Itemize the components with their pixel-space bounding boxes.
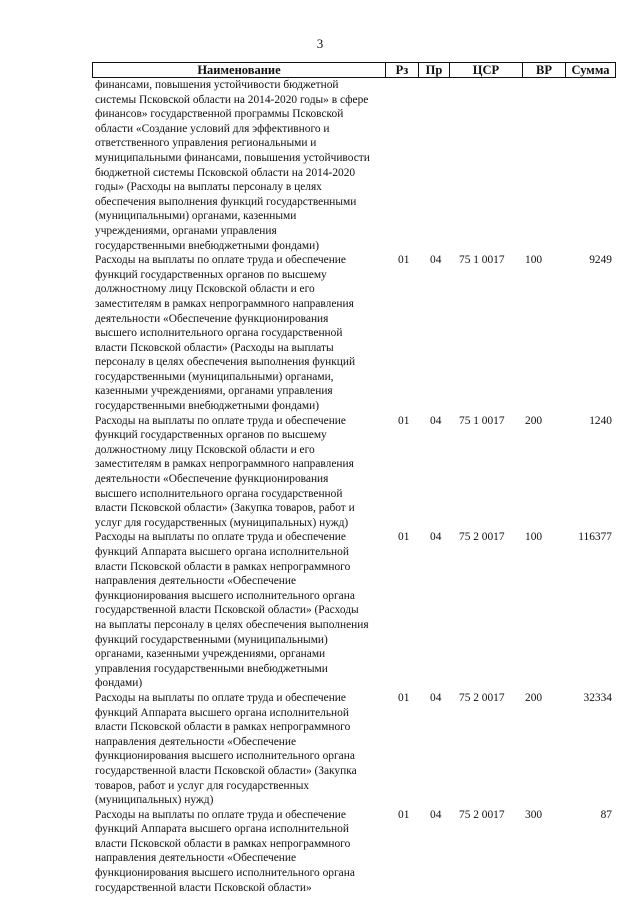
row-vr: 200 [525, 691, 543, 704]
row-csr: 75 2 0017 [459, 531, 505, 544]
row-name-line: бюджетной системы Псковской области на 2014-2020 [95, 166, 356, 179]
row-name-line: товаров, работ и услуг для государственных [95, 779, 310, 792]
row-rz: 01 [398, 531, 410, 544]
row-name-line: власти Псковской области в рамках непрограммного [95, 837, 351, 850]
row-rz: 01 [398, 414, 410, 427]
row-name-line: Расходы на выплаты по оплате труда и обеспечение [95, 808, 346, 821]
row-name-line: муниципальными финансами, повышения устойчивости [95, 151, 370, 164]
table-row [95, 530, 615, 691]
row-csr: 75 2 0017 [459, 808, 505, 821]
header-name: Наименование [197, 63, 281, 77]
row-name-line: должностному лицу Псковской области и его [95, 283, 315, 296]
row-name-line: функций государственных органов по высшему [95, 268, 327, 281]
row-csr: 75 1 0017 [459, 414, 505, 427]
table-header [92, 62, 616, 78]
row-sum: 9249 [589, 254, 612, 267]
row-name-line: ответственного управления региональными и [95, 137, 317, 150]
row-name-line: деятельности «Обеспечение функционирования [95, 473, 329, 486]
row-name-line: годы» (Расходы на выплаты персоналу в целях [95, 181, 322, 194]
row-name-line: учреждениями, органами управления [95, 224, 277, 237]
row-name-line: функционирования высшего исполнительного органа [95, 867, 355, 880]
row-rz: 01 [398, 691, 410, 704]
table-body [95, 78, 615, 895]
row-name-line: государственными внебюджетными фондами) [95, 400, 320, 413]
row-pr: 04 [430, 531, 442, 544]
row-sum: 116377 [578, 531, 612, 544]
row-name-line: высшего исполнительного органа государственной [95, 487, 343, 500]
row-name-line: финансов» государственной программы Псковской [95, 108, 344, 121]
row-pr: 04 [430, 808, 442, 821]
row-name [95, 808, 385, 896]
row-name-line: на выплаты персоналу в целях обеспечения выполнения [95, 618, 369, 631]
row-name-line: направления деятельности «Обеспечение [95, 575, 297, 588]
row-name-line: должностному лицу Псковской области и его [95, 443, 315, 456]
row-vr: 100 [525, 531, 543, 544]
row-name-line: (муниципальных) нужд) [95, 794, 214, 807]
header-sum: Сумма [565, 63, 615, 77]
row-name [95, 530, 385, 691]
table-row [95, 253, 615, 414]
row-name-line: высшего исполнительного органа государственной [95, 327, 343, 340]
row-sum: 87 [600, 808, 612, 821]
row-name-line: заместителям в рамках непрограммного направления [95, 297, 354, 310]
row-name-line: власти Псковской области» (Закупка товаров, работ и [95, 502, 355, 515]
row-rz: 01 [398, 254, 410, 267]
row-name-line: заместителям в рамках непрограммного направления [95, 458, 354, 471]
row-vr: 200 [525, 414, 543, 427]
row-name-line: государственной власти Псковской области» (Закупка [95, 764, 357, 777]
row-name-line: Расходы на выплаты по оплате труда и обеспечение [95, 531, 346, 544]
row-name-line: органами, казенными учреждениями, органами [95, 648, 326, 661]
row-name-line: власти Псковской области в рамках непрограммного [95, 560, 351, 573]
row-name-line: казенными учреждениями, органами управления [95, 385, 333, 398]
row-name-line: Расходы на выплаты по оплате труда и обеспечение [95, 414, 346, 427]
row-name-line: государственными внебюджетными фондами) [95, 239, 320, 252]
table-row [95, 691, 615, 808]
row-name-line: системы Псковской области на 2014-2020 годы» в сфере [95, 93, 369, 106]
row-sum: 1240 [589, 414, 612, 427]
header-rz: Рз [385, 63, 418, 77]
header-vr: ВР [522, 63, 565, 77]
row-name-line: управления государственными внебюджетными [95, 662, 328, 675]
row-name-line: персоналу в целях обеспечения выполнения функций [95, 356, 356, 369]
table-row [95, 808, 615, 896]
row-name-line: функционирования высшего исполнительного органа [95, 750, 355, 763]
row-name [95, 414, 385, 531]
page-number: 3 [316, 36, 324, 51]
row-pr: 04 [430, 414, 442, 427]
row-name [95, 691, 385, 808]
row-name-line: государственной власти Псковской области» [95, 881, 312, 894]
row-name-line: функций Аппарата высшего органа исполнительной [95, 823, 349, 836]
row-rz: 01 [398, 808, 410, 821]
row-name-line: фондами) [95, 677, 143, 690]
row-name-line: обеспечения выполнения функций государственными [95, 195, 357, 208]
row-name-line: функций государственных органов по высшему [95, 429, 327, 442]
row-name-line: (муниципальными) органами, казенными [95, 210, 297, 223]
row-sum: 32334 [583, 691, 612, 704]
row-csr: 75 2 0017 [459, 691, 505, 704]
row-name-line: функций государственными (муниципальными) [95, 633, 328, 646]
header-csr: ЦСР [449, 63, 522, 77]
table-row [95, 78, 615, 253]
row-name [95, 253, 385, 414]
row-vr: 100 [525, 254, 543, 267]
row-vr: 300 [525, 808, 543, 821]
row-name-line: государственной власти Псковской области» (Расходы [95, 604, 359, 617]
row-name-line: Расходы на выплаты по оплате труда и обеспечение [95, 254, 346, 267]
row-name-line: финансами, повышения устойчивости бюджетной [95, 79, 339, 91]
row-name-line: власти Псковской области» (Расходы на выплаты [95, 341, 334, 354]
row-name-line: направления деятельности «Обеспечение [95, 735, 297, 748]
row-name-line: направления деятельности «Обеспечение [95, 852, 297, 865]
row-pr: 04 [430, 254, 442, 267]
table-row [95, 414, 615, 531]
row-name-line: функций Аппарата высшего органа исполнительной [95, 706, 349, 719]
row-name-line: услуг для государственных (муниципальных) нужд) [95, 516, 349, 529]
row-name-line: области «Создание условий для эффективного и [95, 122, 330, 135]
row-name-line: функционирования высшего исполнительного органа [95, 589, 355, 602]
header-pr: Пр [418, 63, 449, 77]
row-pr: 04 [430, 691, 442, 704]
row-name-line: функций Аппарата высшего органа исполнительной [95, 546, 349, 558]
row-name-line: деятельности «Обеспечение функционирования [95, 312, 329, 325]
row-name-line: государственными (муниципальными) органами, [95, 370, 334, 383]
row-name-line: власти Псковской области в рамках непрограммного [95, 721, 351, 734]
row-csr: 75 1 0017 [459, 254, 505, 267]
row-name-line: Расходы на выплаты по оплате труда и обеспечение [95, 691, 346, 704]
row-name [95, 78, 385, 253]
